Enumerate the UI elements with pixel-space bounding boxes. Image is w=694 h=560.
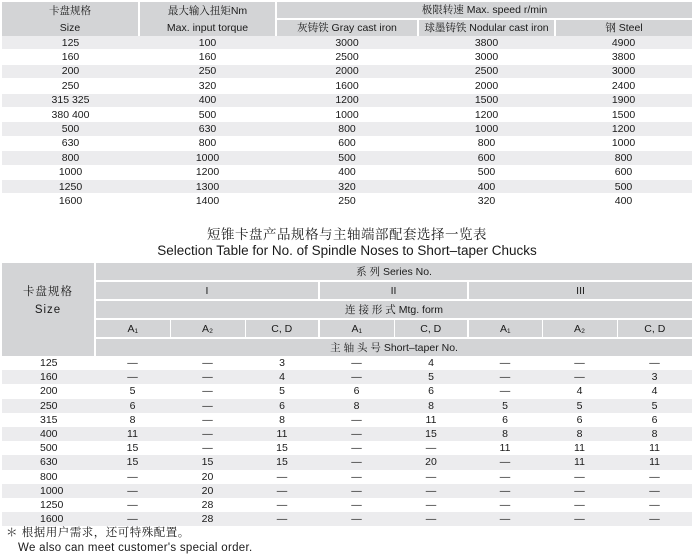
short-taper-cell: —: [319, 370, 394, 384]
table-cell: 2000: [418, 79, 555, 93]
size-cell: 1000: [2, 484, 95, 498]
table-cell: 250: [2, 79, 139, 93]
torque-header-cn: 最大输入扭矩Nm: [139, 2, 276, 19]
table-row: [2, 498, 692, 512]
short-taper-cell: —: [319, 356, 394, 370]
table-cell: 800: [139, 136, 276, 150]
short-taper-cell: 8: [245, 413, 319, 427]
short-taper-cell: —: [468, 455, 542, 469]
short-taper-cell: 11: [95, 427, 170, 441]
short-taper-cell: —: [542, 470, 617, 484]
short-taper-cell: 5: [394, 370, 468, 384]
table-cell: 125: [2, 36, 139, 50]
short-taper-cell: 11: [542, 455, 617, 469]
size-header-cn: 卡盘规格: [2, 2, 139, 19]
table-cell: 2000: [276, 64, 418, 78]
table-cell: 800: [276, 122, 418, 136]
short-taper-cell: —: [95, 356, 170, 370]
table-row: [2, 427, 692, 441]
table-cell: 1000: [276, 107, 418, 121]
short-taper-cell: 8: [319, 399, 394, 413]
short-taper-cell: 20: [170, 484, 245, 498]
short-taper-cell: —: [170, 441, 245, 455]
mounting-form-header: 连 接 形 式 Mtg. form: [95, 300, 692, 319]
form-col: A₂: [542, 319, 617, 338]
table-cell: 400: [276, 165, 418, 179]
table-cell: 400: [139, 93, 276, 107]
table-cell: 3000: [555, 64, 692, 78]
short-taper-cell: —: [95, 370, 170, 384]
short-taper-cell: —: [468, 384, 542, 398]
table-cell: 1200: [418, 107, 555, 121]
note-en: We also can meet customer's special order.: [18, 542, 253, 554]
size-header-cn: 卡盘规格: [23, 285, 73, 298]
short-taper-cell: 11: [468, 441, 542, 455]
short-taper-cell: 20: [394, 455, 468, 469]
table-row: [2, 194, 692, 208]
table-row: [2, 122, 692, 136]
short-taper-cell: —: [617, 470, 692, 484]
table-cell: 160: [2, 50, 139, 64]
table-row: [2, 470, 692, 484]
short-taper-cell: 11: [245, 427, 319, 441]
short-taper-cell: —: [394, 498, 468, 512]
table-row: [2, 93, 692, 107]
short-taper-cell: 6: [319, 384, 394, 398]
table-row: [2, 165, 692, 179]
short-taper-cell: 4: [394, 356, 468, 370]
table-row: [2, 179, 692, 193]
size-cell: 315: [2, 413, 95, 427]
table-cell: 1200: [276, 93, 418, 107]
short-taper-cell: 28: [170, 512, 245, 526]
table-cell: 1500: [555, 107, 692, 121]
short-taper-cell: 8: [542, 427, 617, 441]
short-taper-cell: 6: [468, 413, 542, 427]
spindle-nose-selection-table: [2, 263, 692, 526]
short-taper-cell: —: [170, 413, 245, 427]
short-taper-cell: 11: [617, 441, 692, 455]
table-cell: 630: [139, 122, 276, 136]
table-row: [2, 136, 692, 150]
short-taper-cell: 8: [95, 413, 170, 427]
size-cell: 500: [2, 441, 95, 455]
short-taper-cell: —: [542, 498, 617, 512]
short-taper-cell: —: [468, 370, 542, 384]
table-row: [2, 64, 692, 78]
short-taper-cell: —: [319, 413, 394, 427]
table-cell: 800: [418, 136, 555, 150]
short-taper-cell: 8: [394, 399, 468, 413]
table-cell: 1250: [2, 179, 139, 193]
short-taper-cell: —: [394, 470, 468, 484]
size-cell: 250: [2, 399, 95, 413]
table-cell: 500: [276, 151, 418, 165]
short-taper-cell: —: [245, 498, 319, 512]
short-taper-cell: —: [542, 356, 617, 370]
short-taper-cell: 3: [245, 356, 319, 370]
short-taper-cell: —: [468, 484, 542, 498]
gray-iron-header: 灰铸铁 Gray cast iron: [276, 19, 418, 36]
short-taper-cell: —: [319, 427, 394, 441]
short-taper-cell: 4: [245, 370, 319, 384]
short-taper-cell: 15: [394, 427, 468, 441]
table-cell: 1200: [555, 122, 692, 136]
size-cell: 1600: [2, 512, 95, 526]
note-cn: ＊ 根据用户需求，还可特殊配置。: [6, 527, 190, 539]
size-header-en: Size: [34, 303, 62, 316]
short-taper-cell: —: [617, 484, 692, 498]
form-col: C, D: [394, 319, 468, 338]
short-taper-cell: —: [170, 384, 245, 398]
series-header: 系 列 Series No.: [95, 263, 692, 281]
short-taper-cell: 6: [617, 413, 692, 427]
table-cell: 320: [418, 194, 555, 208]
table-cell: 200: [2, 64, 139, 78]
short-taper-cell: —: [394, 441, 468, 455]
table-cell: 3800: [418, 36, 555, 50]
short-taper-cell: —: [319, 441, 394, 455]
table-cell: 1200: [139, 165, 276, 179]
table-cell: 4900: [555, 36, 692, 50]
short-taper-cell: —: [319, 484, 394, 498]
short-taper-cell: 20: [170, 470, 245, 484]
table-row: [2, 107, 692, 121]
short-taper-cell: 11: [542, 441, 617, 455]
series-III: III: [468, 281, 692, 300]
short-taper-cell: —: [319, 455, 394, 469]
short-taper-cell: —: [170, 427, 245, 441]
form-col: C, D: [245, 319, 319, 338]
size-cell: 800: [2, 470, 95, 484]
size-cell: 400: [2, 427, 95, 441]
short-taper-cell: 15: [245, 455, 319, 469]
table-cell: 630: [2, 136, 139, 150]
table-cell: 1900: [555, 93, 692, 107]
short-taper-cell: —: [617, 498, 692, 512]
short-taper-cell: 28: [170, 498, 245, 512]
table-row: [2, 151, 692, 165]
table-cell: 600: [276, 136, 418, 150]
short-taper-cell: 6: [394, 384, 468, 398]
short-taper-cell: —: [617, 512, 692, 526]
size-cell: 160: [2, 370, 95, 384]
size-cell: 1250: [2, 498, 95, 512]
table-cell: 500: [2, 122, 139, 136]
short-taper-cell: 5: [95, 384, 170, 398]
short-taper-cell: —: [245, 470, 319, 484]
short-taper-cell: —: [468, 470, 542, 484]
table-cell: 1500: [418, 93, 555, 107]
short-taper-cell: 6: [542, 413, 617, 427]
short-taper-cell: 6: [245, 399, 319, 413]
size-header-en: Size: [2, 19, 139, 36]
short-taper-cell: 11: [394, 413, 468, 427]
short-taper-cell: 6: [95, 399, 170, 413]
short-taper-cell: —: [468, 356, 542, 370]
short-taper-header: 主 轴 头 号 Short–taper No.: [95, 338, 692, 356]
table-cell: 600: [418, 151, 555, 165]
table-cell: 1400: [139, 194, 276, 208]
short-taper-cell: 15: [245, 441, 319, 455]
table-row: [2, 413, 692, 427]
short-taper-cell: —: [319, 512, 394, 526]
short-taper-cell: 5: [617, 399, 692, 413]
short-taper-cell: —: [542, 370, 617, 384]
max-speed-table: [2, 2, 692, 209]
table-cell: 250: [276, 194, 418, 208]
table-cell: 400: [418, 179, 555, 193]
size-header-blank: [2, 338, 95, 356]
table-cell: 1000: [555, 136, 692, 150]
table-cell: 2500: [418, 64, 555, 78]
short-taper-cell: —: [170, 356, 245, 370]
short-taper-cell: —: [319, 498, 394, 512]
table-cell: 320: [276, 179, 418, 193]
size-cell: 630: [2, 455, 95, 469]
short-taper-cell: 15: [95, 441, 170, 455]
table-cell: 160: [139, 50, 276, 64]
table-row: [2, 455, 692, 469]
selection-table-title-en: Selection Table for No. of Spindle Noses to Short–taper Chucks: [157, 243, 537, 258]
table-cell: 500: [555, 179, 692, 193]
form-col: A₁: [95, 319, 170, 338]
short-taper-cell: 3: [617, 370, 692, 384]
short-taper-cell: —: [170, 370, 245, 384]
table-cell: 3000: [418, 50, 555, 64]
table-row: [2, 370, 692, 384]
short-taper-cell: —: [95, 470, 170, 484]
short-taper-cell: 5: [245, 384, 319, 398]
table-cell: 315 325: [2, 93, 139, 107]
table-cell: 250: [139, 64, 276, 78]
short-taper-cell: —: [394, 484, 468, 498]
table-cell: 600: [555, 165, 692, 179]
form-col: A₂: [170, 319, 245, 338]
table-row: [2, 36, 692, 50]
table-row: [2, 441, 692, 455]
table-cell: 100: [139, 36, 276, 50]
short-taper-cell: 8: [468, 427, 542, 441]
nodular-iron-header: 球墨铸铁 Nodular cast iron: [418, 19, 555, 36]
table-cell: 3000: [276, 36, 418, 50]
steel-header: 钢 Steel: [555, 19, 692, 36]
table-cell: 3800: [555, 50, 692, 64]
table-cell: 2500: [276, 50, 418, 64]
short-taper-cell: —: [95, 512, 170, 526]
short-taper-cell: 8: [617, 427, 692, 441]
short-taper-cell: —: [542, 512, 617, 526]
form-col: A₁: [319, 319, 394, 338]
torque-header-en: Max. input torque: [139, 19, 276, 36]
short-taper-cell: —: [319, 470, 394, 484]
short-taper-cell: 4: [617, 384, 692, 398]
short-taper-cell: 5: [468, 399, 542, 413]
table-cell: 500: [418, 165, 555, 179]
form-col: C, D: [617, 319, 692, 338]
short-taper-cell: —: [617, 356, 692, 370]
short-taper-cell: —: [95, 484, 170, 498]
size-cell: 125: [2, 356, 95, 370]
short-taper-cell: 4: [542, 384, 617, 398]
short-taper-cell: 15: [170, 455, 245, 469]
table-cell: 800: [555, 151, 692, 165]
size-header: [2, 263, 95, 338]
short-taper-cell: —: [468, 512, 542, 526]
short-taper-cell: 15: [95, 455, 170, 469]
short-taper-cell: —: [394, 512, 468, 526]
table-cell: 1000: [2, 165, 139, 179]
table-cell: 1600: [276, 79, 418, 93]
table-cell: 1300: [139, 179, 276, 193]
short-taper-cell: 5: [542, 399, 617, 413]
short-taper-cell: —: [95, 498, 170, 512]
short-taper-cell: —: [245, 484, 319, 498]
table-cell: 500: [139, 107, 276, 121]
short-taper-cell: 11: [617, 455, 692, 469]
table-row: [2, 50, 692, 64]
table-cell: 1000: [139, 151, 276, 165]
table-row: [2, 356, 692, 370]
short-taper-cell: —: [170, 399, 245, 413]
table-row: [2, 484, 692, 498]
table-cell: 400: [555, 194, 692, 208]
short-taper-cell: —: [542, 484, 617, 498]
selection-table-title-cn: 短锥卡盘产品规格与主轴端部配套选择一览表: [207, 227, 487, 242]
table-row: [2, 512, 692, 526]
table-cell: 1600: [2, 194, 139, 208]
speed-header: 极限转速 Max. speed r/min: [276, 2, 692, 19]
table-cell: 1000: [418, 122, 555, 136]
series-II: II: [319, 281, 468, 300]
table-row: [2, 384, 692, 398]
short-taper-cell: —: [245, 512, 319, 526]
table-row: [2, 399, 692, 413]
size-cell: 200: [2, 384, 95, 398]
table-cell: 2400: [555, 79, 692, 93]
table-cell: 800: [2, 151, 139, 165]
table-cell: 320: [139, 79, 276, 93]
table-cell: 380 400: [2, 107, 139, 121]
series-I: I: [95, 281, 319, 300]
form-col: A₁: [468, 319, 542, 338]
short-taper-cell: —: [468, 498, 542, 512]
table-row: [2, 79, 692, 93]
